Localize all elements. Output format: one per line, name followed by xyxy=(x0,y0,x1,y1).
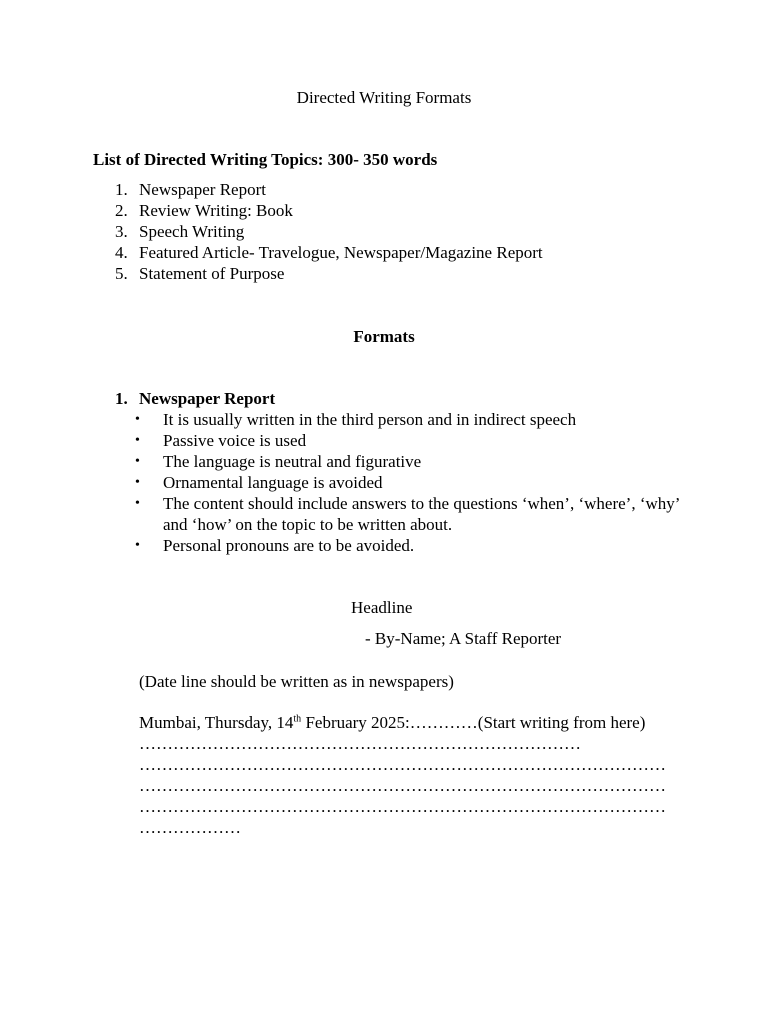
list-item xyxy=(0,451,680,472)
list-item xyxy=(0,200,543,221)
dot-line: ………………………………………………………………………………… xyxy=(139,797,666,816)
list-item xyxy=(0,430,680,451)
template-body xyxy=(139,712,669,838)
date-prefix: Mumbai, Thursday, 14 xyxy=(139,713,294,732)
bullet-icon: • xyxy=(135,496,140,511)
bullet-icon: • xyxy=(135,433,140,448)
list-item xyxy=(0,409,680,430)
list-item-number: 5. xyxy=(115,264,128,283)
list-item-text: Newspaper Report xyxy=(139,180,266,199)
template-byline: - By-Name; A Staff Reporter xyxy=(365,629,562,648)
date-superscript: th xyxy=(293,713,302,725)
list-item-number: 1. xyxy=(115,180,128,199)
point-text: Ornamental language is avoided xyxy=(163,473,383,492)
topics-list xyxy=(0,179,543,284)
bullet-icon: • xyxy=(135,538,140,553)
list-item xyxy=(0,242,543,263)
point-text: The content should include answers to the questions ‘when’, ‘where’, ‘why’ and ‘how’ on the topic to be written about. xyxy=(163,494,680,534)
template-headline: Headline xyxy=(351,598,413,617)
document-title: Directed Writing Formats xyxy=(296,88,472,107)
dateline-note: (Date line should be written as in newspapers) xyxy=(139,672,454,691)
date-suffix: February 2025:…………(Start writing from here) …………………………………………………………………… xyxy=(139,713,646,753)
list-item xyxy=(0,221,543,242)
point-text: Passive voice is used xyxy=(163,431,307,450)
list-item-number: 4. xyxy=(115,243,128,262)
list-item xyxy=(0,263,543,284)
list-item-text: Review Writing: Book xyxy=(139,201,293,220)
list-item-text: Statement of Purpose xyxy=(139,264,285,283)
list-item-text: Featured Article- Travelogue, Newspaper/Magazine Report xyxy=(139,243,543,262)
list-item-text: Speech Writing xyxy=(139,222,245,241)
section-title: Newspaper Report xyxy=(139,389,276,408)
point-text: It is usually written in the third person and in indirect speech xyxy=(163,410,577,429)
list-item xyxy=(0,535,680,556)
list-item-number: 2. xyxy=(115,201,128,220)
list-item-number: 3. xyxy=(115,222,128,241)
bullet-icon: • xyxy=(135,475,140,490)
topics-heading: List of Directed Writing Topics: 300- 350 words xyxy=(93,150,438,169)
dateline-paragraph xyxy=(139,712,669,754)
dot-line: ………………………………………………………………………………… xyxy=(139,755,666,774)
section-heading xyxy=(115,388,275,409)
point-text: The language is neutral and figurative xyxy=(163,452,422,471)
section-points xyxy=(0,409,680,556)
dot-line: ………………………………………………………………………………… xyxy=(139,776,666,795)
list-item xyxy=(0,179,543,200)
bullet-icon: • xyxy=(135,412,140,427)
formats-heading: Formats xyxy=(353,327,415,346)
point-text: Personal pronouns are to be avoided. xyxy=(163,536,415,555)
list-item xyxy=(0,493,680,535)
bullet-icon: • xyxy=(135,454,140,469)
list-item xyxy=(0,472,680,493)
section-number: 1. xyxy=(115,389,128,408)
dot-line: ……………… xyxy=(139,818,241,837)
